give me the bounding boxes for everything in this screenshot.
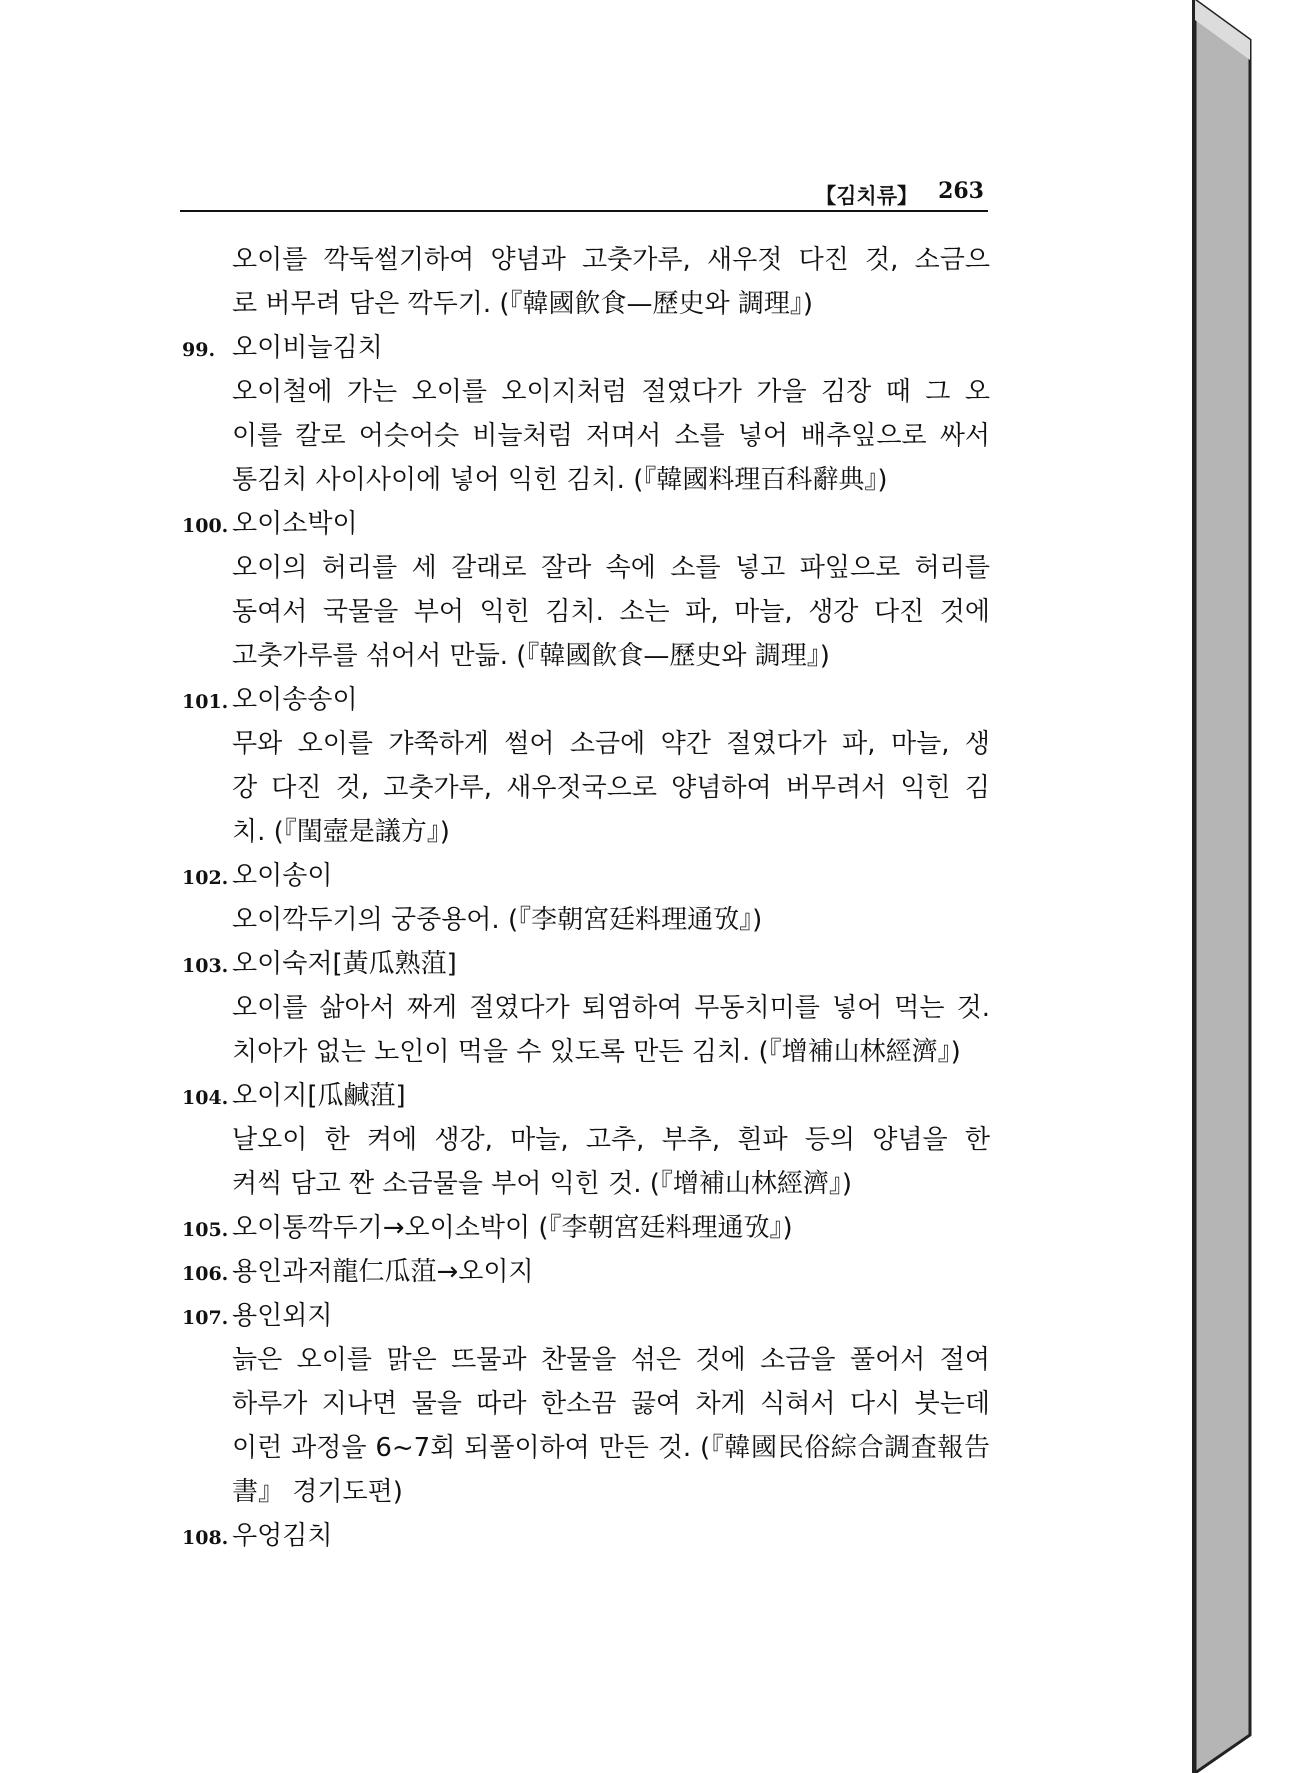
entry-heading [182, 854, 990, 898]
entry-term: 오이송송이 [232, 685, 358, 715]
entry-definition-line: 치아가 없는 노인이 먹을 수 있도록 만든 김치. (『增補山林經濟』) [232, 1037, 961, 1067]
entry-definition-line: 동여서 국물을 부어 익힌 김치. 소는 파, 마늘, 생강 다진 것에 [232, 597, 990, 627]
entry-term: 오이통깍두기→오이소박이 (『李朝宮廷料理通攷』) [232, 1213, 793, 1243]
entry-term: 오이송이 [232, 861, 333, 891]
running-header [180, 180, 988, 212]
entry-heading [182, 1294, 990, 1338]
entry-heading [182, 1514, 990, 1558]
entry-definition-line: 오이깍두기의 궁중용어. (『李朝宮廷料理通攷』) [232, 905, 763, 935]
entry-definition-line: 書』 경기도편) [232, 1477, 403, 1507]
entry-definition-line: 강 다진 것, 고춧가루, 새우젓국으로 양념하여 버무려서 익힌 김 [232, 773, 990, 803]
entry-definition-line: 켜씩 담고 짠 소금물을 부어 익힌 것. (『增補山林經濟』) [232, 1169, 853, 1199]
entry-definition-line: 이런 과정을 6~7회 되풀이하여 만든 것. (『韓國民俗綜合調査報告 [232, 1433, 990, 1463]
entry-definition-line: 늙은 오이를 맑은 뜨물과 찬물을 섞은 것에 소금을 풀어서 절여 [232, 1345, 990, 1375]
entry-term: 우엉김치 [232, 1521, 333, 1551]
entry-definition-line: 날오이 한 켜에 생강, 마늘, 고추, 부추, 흰파 등의 양념을 한 [232, 1125, 990, 1155]
entry-definition-line: 통김치 사이사이에 넣어 익힌 김치. (『韓國料理百科辭典』) [232, 465, 888, 495]
entry-term: 오이비늘김치 [232, 333, 383, 363]
entry-heading [182, 326, 990, 370]
entry-definition-line: 무와 오이를 갸쭉하게 썰어 소금에 약간 절였다가 파, 마늘, 생 [232, 729, 990, 759]
entry-number: 99. [182, 339, 216, 361]
entry-number: 100. [182, 515, 229, 537]
dictionary-content [182, 238, 990, 1558]
entry-heading [182, 1074, 990, 1118]
entry-definition-line: 치. (『閨壼是議方』) [232, 817, 450, 847]
entry-number: 106. [182, 1263, 229, 1285]
entry-number: 103. [182, 955, 229, 977]
entry-heading [182, 1206, 990, 1250]
entry-number: 107. [182, 1307, 229, 1329]
entry-number: 101. [182, 691, 229, 713]
entry-number: 102. [182, 867, 229, 889]
entry-term: 오이소박이 [232, 509, 358, 539]
entry-definition-line: 이를 칼로 어슷어슷 비늘처럼 저며서 소를 넣어 배추잎으로 싸서 [232, 421, 990, 451]
entry-definition-line: 하루가 지나면 물을 따라 한소끔 끓여 차게 식혀서 다시 붓는데 [232, 1389, 990, 1419]
entry-heading [182, 678, 990, 722]
page-number: 263 [938, 178, 984, 204]
entry-term: 용인외지 [232, 1301, 333, 1331]
continuation-line: 로 버무려 담은 깍두기. (『韓國飮食—歷史와 調理』) [232, 289, 814, 319]
entry-term: 용인과저龍仁瓜菹→오이지 [232, 1257, 534, 1287]
entry-heading [182, 942, 990, 986]
entry-definition-line: 오이의 허리를 세 갈래로 잘라 속에 소를 넣고 파잎으로 허리를 [232, 553, 990, 583]
entry-number: 108. [182, 1527, 229, 1549]
entry-heading [182, 502, 990, 546]
entry-definition-line: 고춧가루를 섞어서 만듦. (『韓國飮食—歷史와 調理』) [232, 641, 830, 671]
entry-number: 105. [182, 1219, 229, 1241]
entry-term: 오이지[瓜鹹菹] [232, 1081, 406, 1111]
entry-term: 오이숙저[黃瓜熟菹] [232, 949, 457, 979]
entry-definition-line: 오이를 삶아서 짜게 절였다가 퇴염하여 무동치미를 넣어 먹는 것. [232, 993, 990, 1023]
entry-number: 104. [182, 1087, 229, 1109]
section-title: 【김치류】 [815, 184, 918, 208]
continuation-line: 오이를 깍둑썰기하여 양념과 고춧가루, 새우젓 다진 것, 소금으 [232, 245, 990, 275]
entry-definition-line: 오이철에 가는 오이를 오이지처럼 절였다가 가을 김장 때 그 오 [232, 377, 990, 407]
entry-heading [182, 1250, 990, 1294]
